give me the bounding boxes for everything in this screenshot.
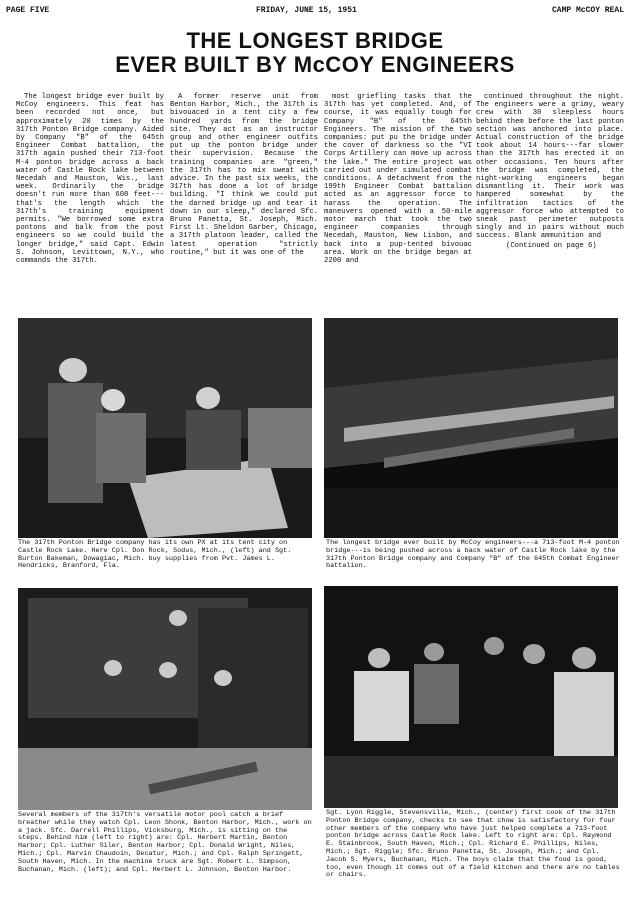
- issue-date: FRIDAY, JUNE 15, 1951: [256, 6, 357, 15]
- column-text-4: continued throughout the night. The engineers were a grimy, weary crew with 30 sleepless hours behind them before the last ponton section was anchored into place. Actual construction of the bridge took about 14 hours---far slower than the 317th has erected it on other occasions. Ten hours after the bridge was completed, the night-working engineers began dismantling it. Their work was hampered somewhat by the infiltration tactics of the aggressor force who attempted to sneak past perimeter outposts singly and in pairs without much success. Blank ammunition and: [476, 93, 624, 241]
- article-column-2: [170, 93, 318, 257]
- publication-name: CAMP McCOY REAL: [551, 6, 624, 15]
- page-number: PAGE FIVE: [6, 6, 50, 15]
- headline-line-1: THE LONGEST BRIDGE: [186, 28, 444, 53]
- column-text-3: most griefling tasks that the 317th has yet completed. And, of course, it was equally tough for Company "B" of the 645th Engineers. The mission of the two companies: put pu the bridge under the cover of darkness so the "VI Corps Artillery can move up across the lake." The entire project was carried out under simulated combat conditions. A detachment from the 199th Engineer Combat battalion acted as an aggressor force to harass the operation. The maneuvers opened with a 50-mile motor march that took the two engineer companies through Necedah, Mauston, New Lisbon, and back into a pup-tented bivouac area. Work on the bridge began at 2200 and: [324, 93, 472, 266]
- page-header: [6, 6, 624, 18]
- photo-bridge: [324, 318, 618, 538]
- column-text-2: A former reserve unit from Benton Harbor, Mich., the 317th is bivouaced in a tent city a few hundred yards from the bridge site. They act as an instructor group and other engineer outfits put up the ponton bridge under their supervision. Because the training companies are "green," the 317th has to mix sweat with advice. In the past six weeks, the 317th has done a lot of bridge building. "I think we could put the darned bridge up and tear it down in our sleep," declared Sfc. Bruno Panetta, St. Joseph, Mich. First Lt. Sheldon Garber, Chicago, a 317th platoon leader, called the latest operation "strictly routine," but it was one of the: [170, 93, 318, 257]
- caption-chow: Sgt. Lynn Riggle, Stevensville, Mich., (center) first cook of the 317th Ponton Bridge company, checks to see that chow is satisfactory for four other members of the company who have just helped complete a 713-foot ponton bridge across Castle Rock lake. Left to right are: Cpl. Raymond E. Stainbrook, South Haven, Mich.; Cpl. Richard E. Phillips, Niles, Mich.; Sgt. Riggle; Sfc. Bruno Panetta, St. Joseph, Mich.; and Cpl. Jacob S. Myers, Buchanan, Mich. The boys claim that the food is good, too, even though it comes out of a field kitchen and there are no tables or chairs.: [326, 809, 620, 880]
- photo-px-tent: [18, 318, 312, 538]
- continued-note: (Continued on page 6): [506, 241, 597, 250]
- headline-line-2: EVER BUILT BY McCOY ENGINEERS: [115, 52, 515, 77]
- caption-motor-pool: Several members of the 317th's versatile motor pool catch a brief breather while they watch Cpl. Leon Shonk, Benton Harbor, Mich., work on a jack. Sfc. Darrell Phillips, Vicksburg, Mich., is sitting on the steps. Behind him (left to right) are: Cpl. Herbert Martin, Benton Harbor; Cpl. Luther Siler, Benton Harbor; Cpl. Donald Wright, Niles, Mich.; Cpl. Marvin Chaudoin, Decatur, Mich.; and Cpl. Ralph Springett, South Haven, Mich. In the machine truck are Sgt. Robert L. Simpson, Buchanan, Mich. (left); and Cpl. Herbert L. Johnson, Benton Harbor.: [18, 811, 312, 874]
- article-column-1: [16, 93, 164, 265]
- photo-motor-pool: [18, 588, 312, 810]
- caption-bridge: The longest bridge ever built by McCoy engineers---a 713-foot M-4 ponton bridge---is being pushed across a back water of Castle Rock lake by the 317th Ponton Bridge company and Company "B" of the 645th Combat Engineer battalion.: [326, 539, 620, 571]
- article-column-3: [324, 93, 472, 265]
- article-column-4: [476, 93, 624, 250]
- caption-px-tent: The 317th Ponton Bridge company has its own PX at its tent city on Castle Rock Lake. Here Cpl. Don Rock, Sodus, Mich., (left) and Sgt. Burton Bakeman, Dowagiac, Mich. buy supplies from Pvt. James L. Hendricks, Branford, Fla.: [18, 539, 292, 571]
- column-text-1: The longest bridge ever built by McCoy engineers. This feat has been recorded not once, but approximately 20 times by the 317th Ponton Bridge company. Aided by Company "B" of the 645th Engineer Combat battalion, the 317th again pushed their 713-foot M-4 ponton bridge across a back water of Castle Rock lake between Necedah and Mauston, Wis., last week. Ordinarily the bridge doesn't run more than 608 feet---that's the length which the 317th's training equipment permits. "We borrowed some extra pontons and balk from the post engineers so we could build the longer bridge," said Capt. Edwin S. Johnson, Levittown, N.Y., who commands the 317th.: [16, 93, 164, 266]
- photo-chow: [324, 586, 618, 808]
